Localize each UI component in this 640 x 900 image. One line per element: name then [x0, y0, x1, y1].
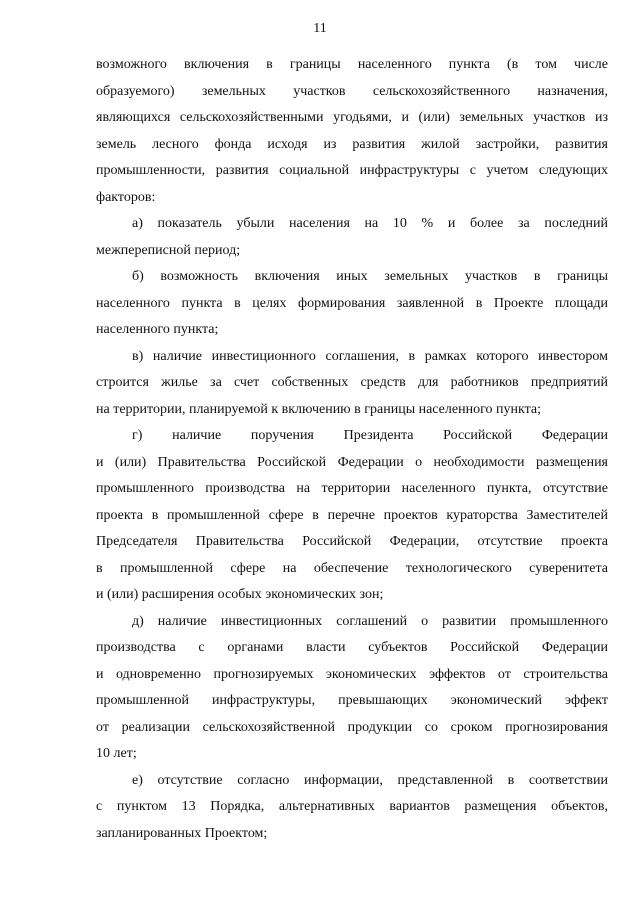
- paragraph-item-e: [96, 768, 608, 848]
- text-line: промышленного производства на территории населенного пункта, отсутствие: [96, 481, 608, 496]
- text-line: 10 лет;: [96, 746, 137, 761]
- page-number: 11: [313, 21, 327, 36]
- text-line: проекта в промышленной сфере в перечне проектов кураторства Заместителей: [96, 507, 608, 523]
- text-line: а) показатель убыли населения на 10 % и более за последний: [132, 216, 608, 231]
- text-line: г) наличие поручения Президента Российской Федерации: [132, 428, 608, 443]
- text-line: строится жилье за счет собственных средств для работников предприятий: [96, 375, 608, 390]
- text-line: е) отсутствие согласно информации, представленной в соответствии: [132, 772, 608, 788]
- text-line: Председателя Правительства Российской Федерации, отсутствие проекта: [96, 534, 608, 549]
- paragraph-item-b: [96, 264, 608, 344]
- text-line: межпереписной период;: [96, 242, 241, 258]
- text-line: запланированных Проектом;: [96, 825, 268, 841]
- text-line: д) наличие инвестиционных соглашений о развитии промышленного: [132, 613, 608, 629]
- text-line: промышленной инфраструктуры, превышающих экономический эффект: [96, 693, 608, 708]
- text-line: в промышленной сфере на обеспечение технологического суверенитета: [96, 560, 608, 576]
- paragraph-item-v: [96, 344, 608, 424]
- text-line: земель лесного фонда исходя из развития жилой застройки, развития: [96, 136, 608, 152]
- text-line: факторов:: [96, 189, 156, 205]
- text-line: возможного включения в границы населенного пункта (в том числе: [96, 57, 608, 72]
- text-line: с пунктом 13 Порядка, альтернативных вариантов размещения объектов,: [96, 799, 608, 814]
- paragraph-item-g: [96, 423, 608, 609]
- text-line: населенного пункта;: [96, 322, 219, 337]
- text-line: и одновременно прогнозируемых экономических эффектов от строительства: [96, 666, 608, 682]
- text-line: и (или) Правительства Российской Федерации о необходимости размещения: [96, 454, 608, 470]
- text-line: являющихся сельскохозяйственными угодьями, и (или) земельных участков из: [96, 110, 608, 125]
- text-line: образуемого) земельных участков сельскохозяйственного назначения,: [96, 83, 608, 99]
- text-line: от реализации сельскохозяйственной продукции со сроком прогнозирования: [96, 719, 608, 735]
- text-line: и (или) расширения особых экономических зон;: [96, 587, 384, 602]
- text-line: населенного пункта в целях формирования заявленной в Проекте площади: [96, 295, 608, 311]
- paragraph-item-a: [96, 211, 608, 264]
- text-line: б) возможность включения иных земельных участков в границы: [132, 269, 608, 284]
- text-line: производства с органами власти субъектов Российской Федерации: [96, 640, 608, 655]
- text-line: на территории, планируемой к включению в границы населенного пункта;: [96, 401, 541, 417]
- document-body: [96, 52, 608, 847]
- text-line: в) наличие инвестиционного соглашения, в рамках которого инвестором: [132, 348, 608, 364]
- text-line: промышленности, развития социальной инфраструктуры с учетом следующих: [96, 163, 608, 178]
- paragraph-intro: [96, 52, 608, 211]
- paragraph-item-d: [96, 609, 608, 768]
